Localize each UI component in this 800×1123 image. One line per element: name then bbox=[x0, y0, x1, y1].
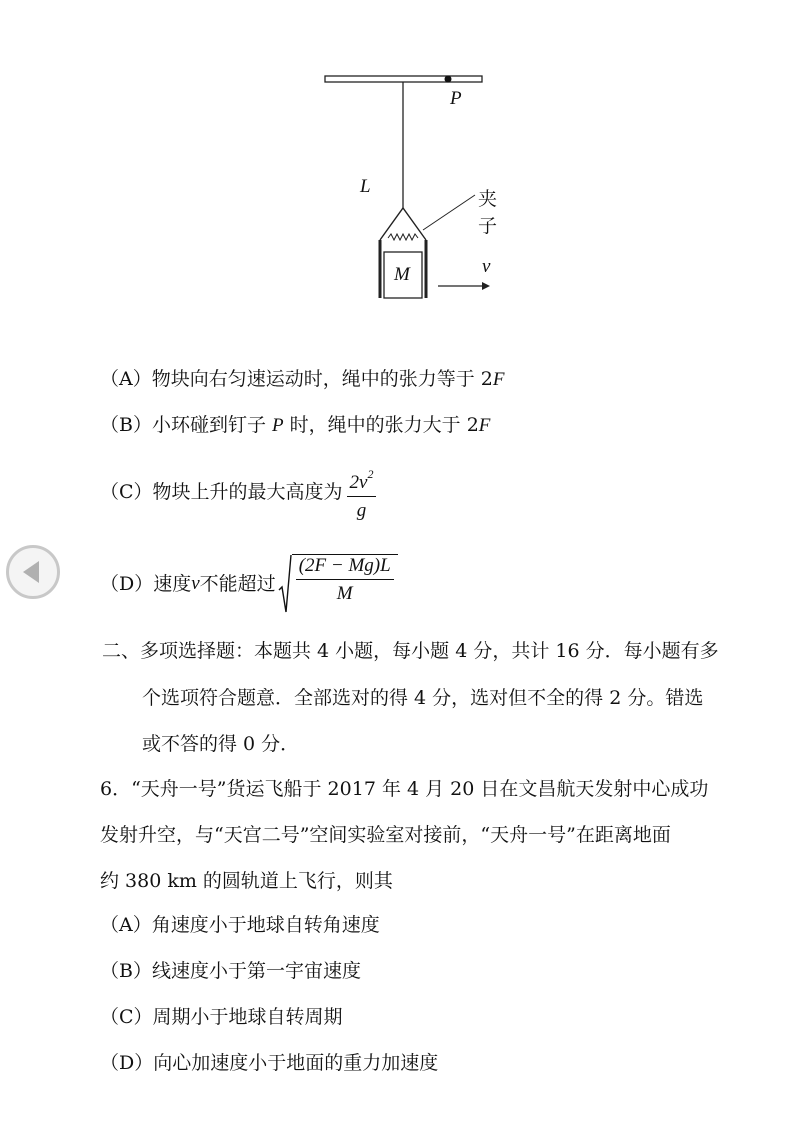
q5-option-a-text: （A）物块向右匀速运动时，绳中的张力等于 2 bbox=[100, 368, 493, 390]
q5-option-d-var: v bbox=[191, 573, 200, 594]
previous-page-button[interactable] bbox=[6, 545, 60, 599]
q5-option-c bbox=[100, 462, 376, 522]
q6-option-b: （B）线速度小于第一宇宙速度 bbox=[100, 960, 361, 982]
label-L: L bbox=[360, 176, 371, 197]
section2-line2: 个选项符合题意．全部选对的得 4 分，选对但不全的得 2 分。错选 bbox=[142, 687, 704, 709]
section2-line1: 二、多项选择题：本题共 4 小题，每小题 4 分，共计 16 分．每小题有多 bbox=[102, 640, 719, 662]
q5-option-a-var: F bbox=[492, 369, 505, 390]
q6-option-d: （D）向心加速度小于地面的重力加速度 bbox=[100, 1052, 439, 1074]
q6-stem-line2: 发射升空，与“天宫二号”空间实验室对接前，“天舟一号”在距离地面 bbox=[100, 824, 671, 846]
label-P: P bbox=[450, 88, 462, 109]
q6-stem-line1: 6．“天舟一号”货运飞船于 2017 年 4 月 20 日在文昌航天发射中心成功 bbox=[100, 778, 709, 800]
label-v: v bbox=[482, 256, 491, 277]
q6-stem-line3: 约 380 km 的圆轨道上飞行，则其 bbox=[100, 870, 393, 892]
q6-option-c: （C）周期小于地球自转周期 bbox=[100, 1006, 343, 1028]
q5-option-d-mid: 不能超过 bbox=[199, 573, 276, 595]
q5-option-a bbox=[100, 366, 504, 393]
label-clip: 夹子 bbox=[478, 188, 498, 237]
q5-option-d bbox=[100, 552, 398, 616]
section2-line3: 或不答的得 0 分． bbox=[142, 733, 300, 755]
q5-option-d-denominator: M bbox=[336, 583, 353, 604]
q5-option-d-numerator: (2F − Mg)L bbox=[296, 555, 394, 580]
q5-option-b-var1: P bbox=[272, 415, 284, 436]
q5-option-b-var2: F bbox=[478, 415, 491, 436]
q5-option-c-text: （C）物块上升的最大高度为 bbox=[100, 481, 343, 503]
left-arrow-icon bbox=[23, 561, 39, 583]
q5-option-c-exponent: 2 bbox=[367, 466, 374, 481]
label-M: M bbox=[394, 264, 410, 285]
q5-option-b-text: （B）小环碰到钉子 bbox=[100, 414, 273, 436]
physics-figure bbox=[310, 60, 510, 310]
q5-option-d-text: （D）速度 bbox=[100, 573, 192, 595]
q5-option-d-sqrt bbox=[278, 554, 398, 614]
sqrt-sign-icon bbox=[278, 554, 292, 614]
q5-option-c-fraction bbox=[347, 463, 377, 522]
q6-option-a: （A）角速度小于地球自转角速度 bbox=[100, 914, 380, 936]
q5-option-b-mid: 时，绳中的张力大于 2 bbox=[283, 414, 479, 436]
q5-option-c-denominator: g bbox=[356, 499, 367, 521]
q5-option-b bbox=[100, 412, 490, 439]
q5-option-c-numerator: 2v bbox=[349, 471, 368, 493]
